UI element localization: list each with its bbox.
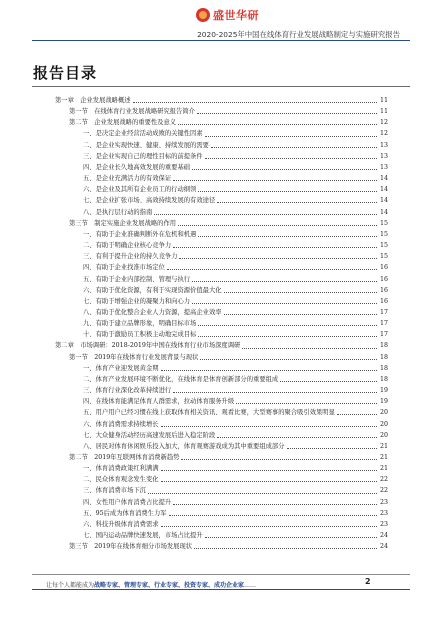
toc-entry[interactable]: [55, 519, 388, 530]
document-title: 2020-2025年中国在线体育行业发展战略制定与实施研究报告: [197, 30, 400, 39]
toc-leader-dots: [167, 269, 377, 270]
toc-entry-page: 14: [379, 197, 388, 205]
toc-entry-page: 12: [379, 130, 388, 138]
toc-entry[interactable]: [55, 363, 388, 374]
toc-entry-title: 第二章 市场调研：2018-2019年中国在线体育行业市场深度调研: [55, 342, 241, 350]
toc-entry[interactable]: [55, 106, 388, 117]
toc-entry-page: 24: [379, 532, 388, 540]
toc-leader-dots: [337, 414, 377, 415]
toc-entry[interactable]: [55, 173, 388, 184]
table-of-contents: [55, 95, 388, 552]
toc-entry-title: 五、用户用户已经习惯在线上获取体育相关资讯、观看比赛，大型赛事的聚合吸引效果明显: [83, 409, 335, 417]
toc-entry-title: 一、有助于企业准确判断外在危机和机遇: [83, 230, 197, 238]
toc-entry[interactable]: [55, 262, 388, 273]
toc-entry[interactable]: [55, 452, 388, 463]
toc-entry-title: 第一节 在线体育行业发展战略研究报告简介: [69, 108, 195, 116]
toc-entry-title: 七、是企业扩张市场、高效持续发展的有效途径: [83, 197, 216, 205]
toc-entry[interactable]: [55, 419, 388, 430]
footer-slogan-roles: 战略专家、管理专家、行业专家、投资专家、成功企业家: [94, 582, 245, 589]
toc-entry-title: 八、有助于优化整合企业人力资源，提高企业效率: [83, 308, 222, 316]
toc-entry-page: 23: [379, 509, 388, 517]
toc-leader-dots: [178, 225, 377, 226]
toc-entry-title: 第三节 制定实施企业发展战略的作用: [69, 219, 177, 227]
toc-leader-dots: [198, 325, 377, 326]
toc-entry-title: 八、居民对体育休闲娱乐投入加大，体育观赛游戏成为其中重要组成部分: [83, 442, 285, 450]
toc-entry-page: 14: [379, 208, 388, 216]
toc-entry-page: 11: [379, 108, 388, 116]
toc-entry-page: 19: [379, 387, 388, 395]
toc-entry[interactable]: [55, 318, 388, 329]
toc-entry-page: 13: [379, 152, 388, 160]
footer-slogan: [46, 580, 256, 589]
toc-leader-dots: [173, 504, 377, 505]
toc-entry[interactable]: [55, 463, 388, 474]
toc-entry-title: 六、科技升级体育消费需求: [83, 520, 159, 528]
toc-entry-title: 六、是企业及其所有企业员工的行动纲领: [83, 186, 197, 194]
toc-entry-page: 16: [379, 264, 388, 272]
toc-entry-title: 十、有助于激励员工积极主动地完成目标: [83, 331, 197, 339]
toc-entry-page: 16: [379, 286, 388, 294]
toc-entry-title: 第二节 企业发展战略的重要性及意义: [69, 119, 177, 127]
toc-leader-dots: [161, 481, 377, 482]
toc-entry-page: 16: [379, 297, 388, 305]
toc-entry-page: 15: [379, 219, 388, 227]
toc-leader-dots: [194, 548, 377, 549]
toc-entry[interactable]: [55, 307, 388, 318]
toc-entry-page: 22: [379, 487, 388, 495]
toc-leader-dots: [181, 459, 377, 460]
toc-entry-title: 第二节 2019年互联网体育消费新趋势: [69, 454, 180, 461]
toc-leader-dots: [173, 392, 377, 393]
toc-entry[interactable]: [55, 140, 388, 151]
toc-entry-page: 12: [379, 119, 388, 127]
toc-leader-dots: [154, 214, 377, 215]
footer-slogan-prefix: 让每个人都能成为: [46, 582, 95, 589]
toc-leader-dots: [198, 191, 377, 192]
toc-leader-dots: [192, 169, 377, 170]
toc-entry[interactable]: [55, 251, 388, 262]
toc-entry-title: 二、是企业实现快速、健康、持续发展的需要: [83, 141, 209, 149]
toc-entry[interactable]: [55, 530, 388, 541]
toc-entry-title: 三、有利于提升企业的持久竞争力: [83, 253, 178, 261]
toc-entry-page: 17: [379, 320, 388, 328]
toc-leader-dots: [205, 537, 377, 538]
toc-entry-title: 六、体育消费需求持续增长: [83, 420, 159, 428]
toc-entry-page: 14: [379, 175, 388, 183]
toc-entry-title: 九、有助于建立品牌形象，明确目标市场: [83, 320, 197, 328]
toc-entry-title: 三、体育行业深化改革持续进行: [83, 387, 172, 395]
toc-entry[interactable]: [55, 441, 388, 452]
toc-leader-dots: [173, 180, 377, 181]
toc-entry-page: 23: [379, 520, 388, 528]
footer-slogan-suffix: ……: [244, 582, 257, 589]
toc-entry-page: 13: [379, 141, 388, 149]
toc-leader-dots: [217, 437, 377, 438]
toc-leader-dots: [217, 202, 377, 203]
toc-entry-title: 五、有助于企业内部控制、管理与执行: [83, 275, 191, 283]
toc-entry-page: 21: [379, 465, 388, 473]
toc-entry[interactable]: [55, 407, 388, 418]
toc-entry[interactable]: [55, 508, 388, 519]
toc-entry[interactable]: [55, 541, 388, 552]
toc-leader-dots: [198, 336, 377, 337]
toc-entry[interactable]: [55, 229, 388, 240]
toc-entry-title: 第三节 2019年在线体育细分市场发展现状: [69, 543, 193, 551]
toc-leader-dots: [224, 292, 377, 293]
toc-entry-title: 七、国内运动品牌快速发展，市场占比提升: [83, 532, 203, 540]
toc-entry-title: 二、有助于明确企业核心竞争力: [83, 242, 172, 250]
toc-entry[interactable]: [55, 352, 388, 363]
footer-divider: [32, 574, 410, 575]
toc-entry-page: 19: [379, 398, 388, 406]
toc-entry-page: 15: [379, 230, 388, 238]
toc-leader-dots: [133, 102, 377, 103]
toc-entry-title: 五、95后成为体育消费生力军: [83, 509, 167, 517]
toc-leader-dots: [280, 381, 377, 382]
toc-entry-title: 一、是决定企业经营活动成败的关键性因素: [83, 130, 203, 138]
toc-entry[interactable]: [55, 285, 388, 296]
toc-leader-dots: [211, 147, 377, 148]
toc-entry-title: 四、女性用户体育消费占比提升: [83, 498, 172, 506]
toc-entry-title: 三、体育消费市场下沉: [83, 487, 146, 495]
toc-leader-dots: [236, 403, 377, 404]
toc-entry-page: 20: [379, 420, 388, 428]
toc-entry-title: 八、是执行层行动的指南: [83, 208, 153, 216]
toc-entry-page: 13: [379, 163, 388, 171]
toc-entry[interactable]: [55, 497, 388, 508]
toc-entry-page: 17: [379, 308, 388, 316]
toc-entry[interactable]: [55, 162, 388, 173]
toc-leader-dots: [200, 359, 377, 360]
toc-entry-page: 18: [379, 364, 388, 372]
toc-leader-dots: [161, 426, 377, 427]
toc-entry-title: 四、有助于企业找准市场定位: [83, 264, 165, 272]
toc-leader-dots: [198, 236, 377, 237]
toc-entry[interactable]: [55, 218, 388, 229]
toc-entry[interactable]: [55, 95, 388, 106]
toc-entry-page: 24: [379, 543, 388, 551]
toc-entry-page: 18: [379, 353, 388, 361]
footer-bar: [32, 589, 410, 590]
toc-entry-page: 11: [379, 97, 388, 104]
toc-entry[interactable]: [55, 117, 388, 128]
toc-entry-page: 23: [379, 498, 388, 506]
toc-leader-dots: [287, 448, 378, 449]
brand-logo: [196, 4, 259, 26]
toc-entry-title: 七、有助于增强企业的凝聚力和向心力: [83, 297, 191, 305]
toc-entry[interactable]: [55, 474, 388, 485]
toc-entry-page: 18: [379, 342, 388, 350]
toc-entry-page: 20: [379, 409, 388, 417]
toc-entry-title: 二、体育产业发展环境不断优化，在线体育是体育创新部分的重要组成: [83, 375, 279, 383]
toc-entry-page: 21: [379, 454, 388, 461]
toc-leader-dots: [161, 470, 377, 471]
toc-entry[interactable]: [55, 207, 388, 218]
toc-entry[interactable]: [55, 329, 388, 340]
toc-leader-dots: [161, 370, 377, 371]
toc-entry[interactable]: [55, 195, 388, 206]
toc-entry-title: 四、是企业长久地高效发展的重要基础: [83, 163, 191, 171]
brand-logo-icon: [196, 8, 210, 22]
toc-entry[interactable]: [55, 385, 388, 396]
toc-entry-title: 六、有助于优化资源，有利于实现资源价值最大化: [83, 286, 222, 294]
toc-entry-title: 四、在线体育能满足体育人群需求，拉动体育服务升级: [83, 398, 235, 406]
toc-entry[interactable]: [55, 128, 388, 139]
toc-entry-page: 21: [379, 442, 388, 450]
toc-entry-title: 二、民众体育观念发生变化: [83, 476, 159, 484]
toc-leader-dots: [178, 124, 377, 125]
toc-entry[interactable]: [55, 151, 388, 162]
toc-entry-title: 三、是企业实现自己的理性目标的前提条件: [83, 152, 203, 160]
toc-entry[interactable]: [55, 396, 388, 407]
toc-entry[interactable]: [55, 296, 388, 307]
toc-leader-dots: [205, 158, 377, 159]
toc-entry[interactable]: [55, 240, 388, 251]
toc-entry[interactable]: [55, 374, 388, 385]
toc-entry-page: 20: [379, 431, 388, 439]
toc-leader-dots: [192, 303, 377, 304]
toc-leader-dots: [169, 515, 377, 516]
toc-entry[interactable]: [55, 340, 388, 351]
toc-leader-dots: [242, 348, 377, 349]
toc-entry-title: 一、体育消费政策红利满满: [83, 465, 159, 473]
toc-leader-dots: [148, 493, 377, 494]
toc-entry-page: 15: [379, 242, 388, 250]
toc-leader-dots: [179, 258, 377, 259]
page-number: 2: [365, 577, 371, 586]
toc-entry-page: 22: [379, 476, 388, 484]
toc-leader-dots: [205, 136, 377, 137]
toc-leader-dots: [197, 113, 377, 114]
toc-entry-title: 一、体育产业迎发展黄金期: [83, 364, 159, 372]
header-divider: [32, 40, 410, 41]
toc-leader-dots: [192, 281, 377, 282]
toc-entry-title: 第一章 企业发展战略概述: [55, 97, 131, 104]
brand-logo-text: 盛世华研: [213, 9, 259, 22]
toc-entry-page: 14: [379, 186, 388, 194]
toc-heading-divider: [32, 86, 410, 87]
toc-entry-page: 15: [379, 253, 388, 261]
toc-entry-page: 17: [379, 331, 388, 339]
toc-entry[interactable]: [55, 485, 388, 496]
toc-heading: 报告目录: [33, 64, 98, 82]
toc-entry[interactable]: [55, 184, 388, 195]
toc-leader-dots: [161, 526, 377, 527]
toc-leader-dots: [173, 247, 377, 248]
toc-entry-page: 18: [379, 375, 388, 383]
toc-entry-page: 16: [379, 275, 388, 283]
toc-entry-title: 七、大众健身活动经历高速发展后进入稳定阶段: [83, 431, 216, 439]
toc-entry[interactable]: [55, 274, 388, 285]
toc-entry[interactable]: [55, 430, 388, 441]
toc-leader-dots: [224, 314, 377, 315]
toc-entry-title: 第一节 2019年在线体育行业发展背景与现状: [69, 353, 199, 361]
toc-entry-title: 五、是企业充满活力的有效保证: [83, 175, 172, 183]
